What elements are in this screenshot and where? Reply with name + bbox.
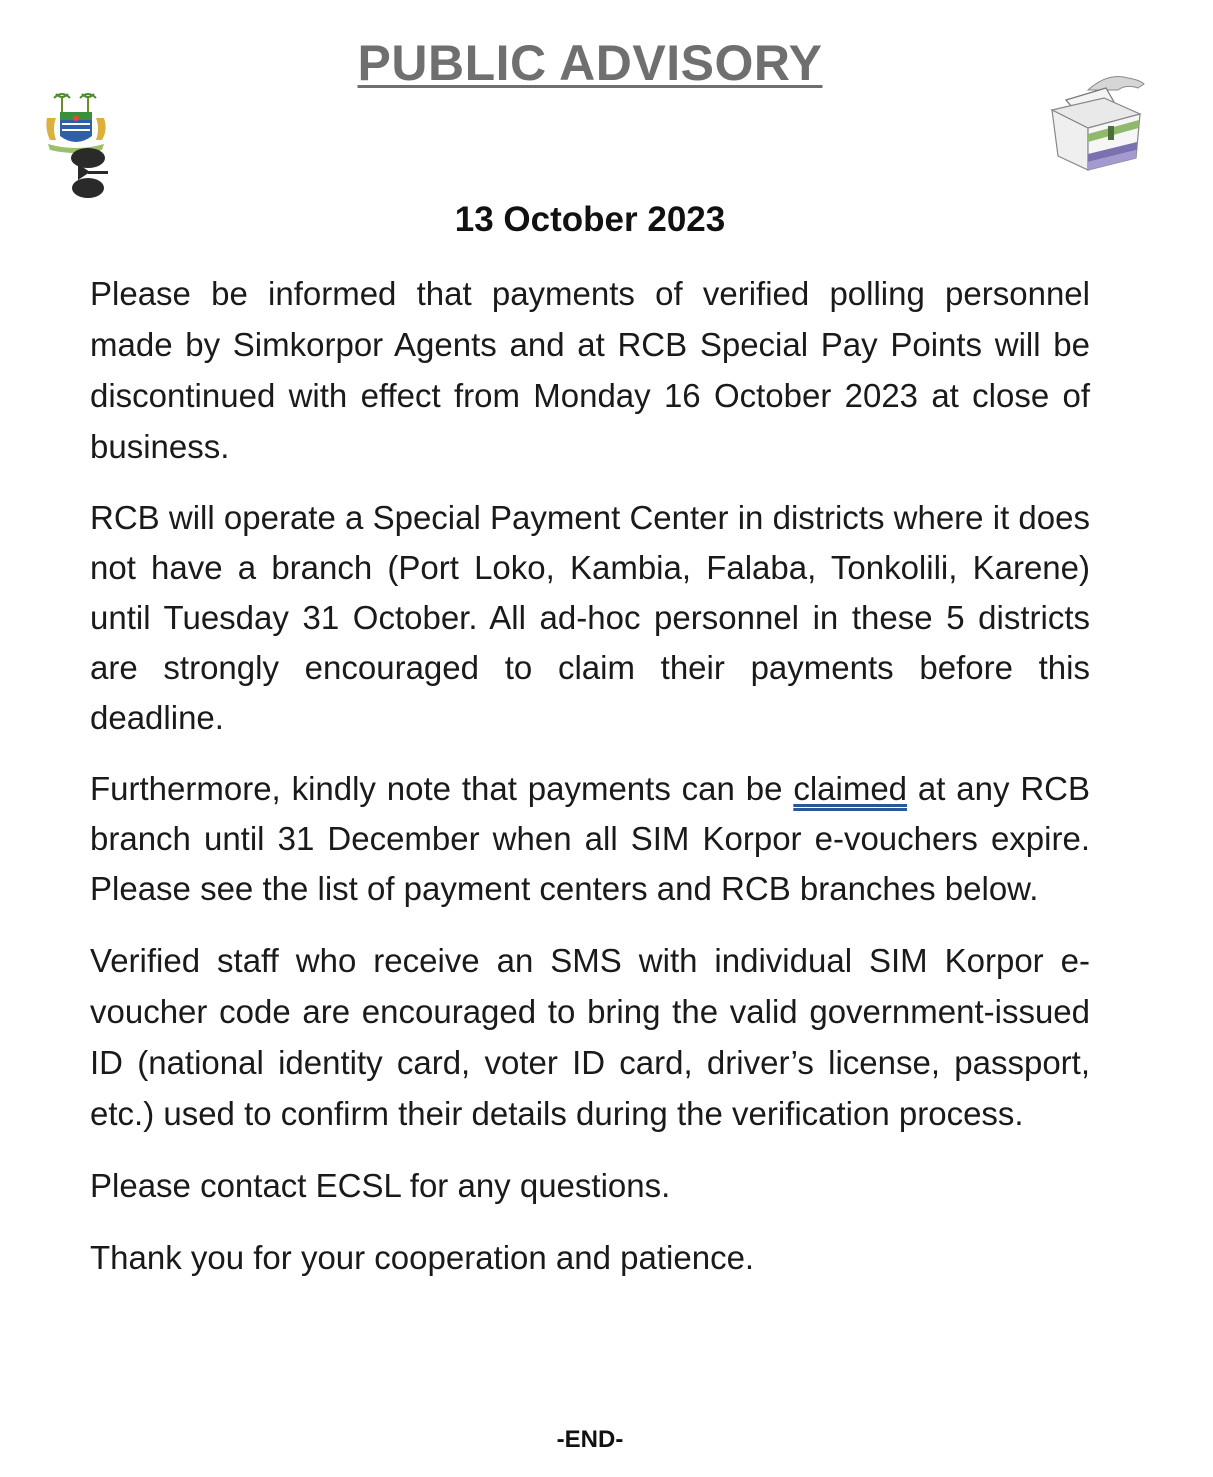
advisory-date: 13 October 2023 [454,200,726,239]
paragraph-id-requirements: Verified staff who receive an SMS with individual SIM Korpor e-voucher code are encouraged to bring the valid government-issued ID (national identity card, voter ID card, driver’s license, passport, etc.) used to confirm their details during the verification process. [90,942,1090,1132]
paragraph-rcb-branch-claims [90,764,1090,914]
page-title-text: PUBLIC ADVISORY [357,35,823,91]
end-marker: -END- [556,1426,624,1453]
page-title [0,34,1180,92]
ballot-box-logo-icon [1048,70,1148,176]
coat-of-arms-icon [42,90,112,205]
paragraph-rcb-branch-claims-end: at any RCB branch until 31 December when all SIM Korpor e-vouchers expire. Please see the list of payment centers and RCB branches below. [90,770,1090,907]
paragraph-thank-you: Thank you for your cooperation and patience. [90,1239,755,1276]
paragraph-special-payment-center: RCB will operate a Special Payment Center in districts where it does not have a branch (Port Loko, Kambia, Falaba, Tonkolili, Karene) until Tuesday 31 October. All ad-hoc personnel in these 5 districts are strongly encouraged to claim their payments before this deadline. [90,499,1090,736]
claimed-spellcheck-word: claimed [793,770,908,807]
paragraph-payment-discontinuation: Please be informed that payments of verified polling personnel made by Simkorpor Agents and at RCB Special Pay Points will be discontinued with effect from Monday 16 October 2023 at close of business. [90,275,1090,465]
paragraph-rcb-branch-claims-start: Furthermore, kindly note that payments can be [90,770,794,807]
paragraph-contact-ecsl: Please contact ECSL for any questions. [90,1167,671,1204]
advisory-body [90,268,1090,1304]
